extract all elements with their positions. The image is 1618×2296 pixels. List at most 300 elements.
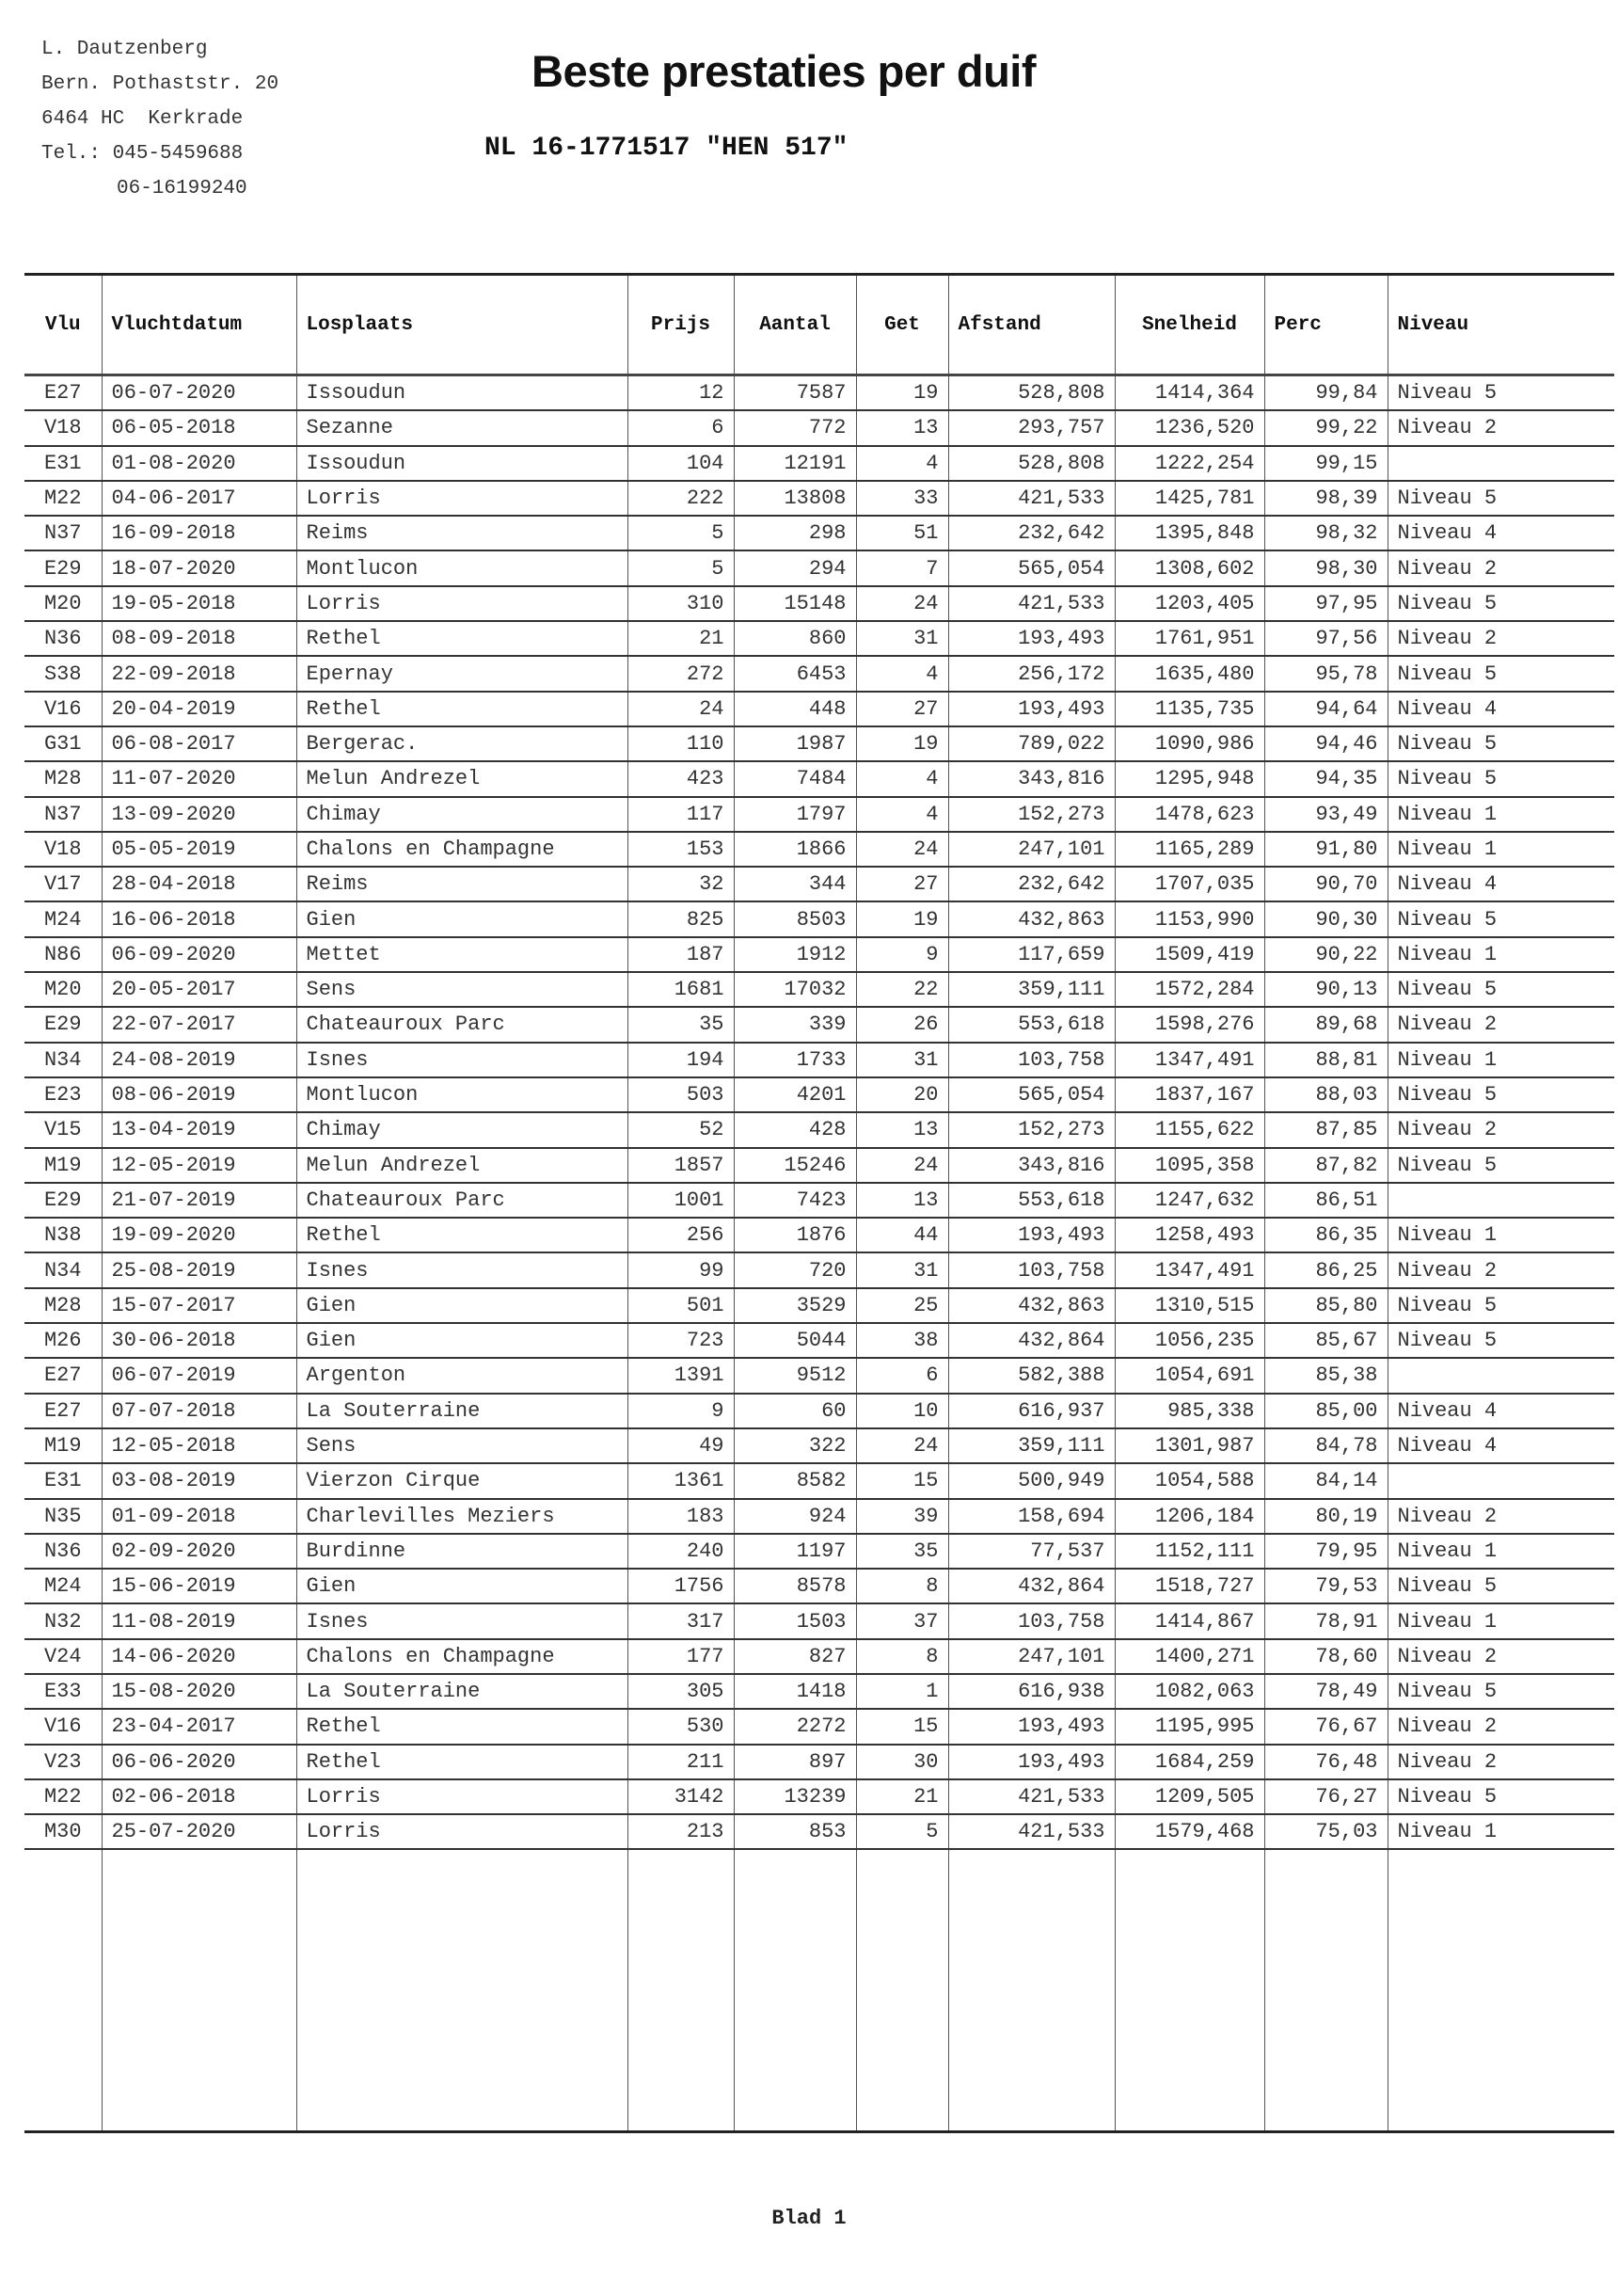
cell-prijs: 187 xyxy=(627,937,734,972)
cell-get: 19 xyxy=(856,901,948,936)
cell-get: 6 xyxy=(856,1358,948,1393)
cell-get: 27 xyxy=(856,692,948,726)
cell-niveau: Niveau 2 xyxy=(1388,410,1614,445)
cell-snelheid: 1761,951 xyxy=(1115,621,1264,656)
cell-perc: 94,46 xyxy=(1264,726,1388,761)
cell-niveau: Niveau 4 xyxy=(1388,1428,1614,1463)
cell-aantal: 1418 xyxy=(734,1674,856,1709)
cell-afstand: 193,493 xyxy=(948,1745,1115,1779)
cell-snelheid: 1518,727 xyxy=(1115,1569,1264,1603)
cell-prijs: 5 xyxy=(627,550,734,585)
cell-prijs: 1361 xyxy=(627,1463,734,1498)
cell-niveau: Niveau 1 xyxy=(1388,937,1614,972)
cell-niveau: Niveau 5 xyxy=(1388,1288,1614,1323)
cell-vlu: N36 xyxy=(24,1534,102,1569)
cell-niveau: Niveau 2 xyxy=(1388,621,1614,656)
cell-niveau: Niveau 5 xyxy=(1388,1569,1614,1603)
cell-vluchtdatum: 08-06-2019 xyxy=(102,1077,296,1112)
cell-prijs: 5 xyxy=(627,516,734,550)
cell-perc: 76,48 xyxy=(1264,1745,1388,1779)
cell-aantal: 860 xyxy=(734,621,856,656)
cell-niveau: Niveau 4 xyxy=(1388,867,1614,901)
cell-niveau: Niveau 4 xyxy=(1388,516,1614,550)
cell-prijs: 317 xyxy=(627,1603,734,1638)
cell-vlu: E23 xyxy=(24,1077,102,1112)
cell-snelheid: 1236,520 xyxy=(1115,410,1264,445)
cell-vlu: V24 xyxy=(24,1639,102,1674)
cell-prijs: 110 xyxy=(627,726,734,761)
cell-losplaats: Issoudun xyxy=(296,375,627,411)
cell-vluchtdatum: 15-06-2019 xyxy=(102,1569,296,1603)
cell-perc: 94,35 xyxy=(1264,761,1388,796)
cell-perc: 98,32 xyxy=(1264,516,1388,550)
cell-losplaats: Sens xyxy=(296,972,627,1007)
cell-niveau: Niveau 5 xyxy=(1388,1674,1614,1709)
cell-aantal: 1866 xyxy=(734,832,856,867)
cell-perc: 93,49 xyxy=(1264,797,1388,832)
cell-niveau: Niveau 5 xyxy=(1388,901,1614,936)
cell-prijs: 213 xyxy=(627,1814,734,1849)
cell-afstand: 421,533 xyxy=(948,1814,1115,1849)
table-row xyxy=(24,867,1614,901)
cell-aantal: 8578 xyxy=(734,1569,856,1603)
cell-aantal: 339 xyxy=(734,1007,856,1042)
cell-perc: 86,35 xyxy=(1264,1218,1388,1252)
cell-niveau: Niveau 4 xyxy=(1388,1394,1614,1428)
cell-prijs: 1756 xyxy=(627,1569,734,1603)
cell-snelheid: 1395,848 xyxy=(1115,516,1264,550)
table-row xyxy=(24,797,1614,832)
cell-prijs: 99 xyxy=(627,1252,734,1287)
cell-vlu: V16 xyxy=(24,692,102,726)
cell-afstand: 616,937 xyxy=(948,1394,1115,1428)
cell-prijs: 530 xyxy=(627,1709,734,1744)
cell-perc: 94,64 xyxy=(1264,692,1388,726)
cell-vluchtdatum: 04-06-2017 xyxy=(102,481,296,516)
cell-losplaats: Rethel xyxy=(296,692,627,726)
cell-afstand: 193,493 xyxy=(948,1709,1115,1744)
cell-snelheid: 1414,867 xyxy=(1115,1603,1264,1638)
cell-get: 26 xyxy=(856,1007,948,1042)
cell-snelheid: 1054,588 xyxy=(1115,1463,1264,1498)
cell-vluchtdatum: 02-09-2020 xyxy=(102,1534,296,1569)
table-row xyxy=(24,1814,1614,1849)
cell-aantal: 6453 xyxy=(734,656,856,691)
cell-snelheid: 1707,035 xyxy=(1115,867,1264,901)
table-row xyxy=(24,1569,1614,1603)
cell-prijs: 183 xyxy=(627,1499,734,1534)
table-row xyxy=(24,446,1614,481)
cell-losplaats: Isnes xyxy=(296,1252,627,1287)
col-header-perc: Perc xyxy=(1264,275,1388,375)
cell-snelheid: 985,338 xyxy=(1115,1394,1264,1428)
cell-perc: 87,82 xyxy=(1264,1148,1388,1183)
cell-perc: 86,25 xyxy=(1264,1252,1388,1287)
page-number: Blad 1 xyxy=(771,2207,847,2230)
cell-perc: 84,78 xyxy=(1264,1428,1388,1463)
empty-cell xyxy=(24,1849,102,2132)
cell-niveau xyxy=(1388,1358,1614,1393)
cell-prijs: 723 xyxy=(627,1323,734,1358)
cell-get: 15 xyxy=(856,1463,948,1498)
cell-vlu: V18 xyxy=(24,832,102,867)
cell-afstand: 256,172 xyxy=(948,656,1115,691)
cell-get: 24 xyxy=(856,586,948,621)
cell-niveau: Niveau 5 xyxy=(1388,1779,1614,1814)
cell-losplaats: Vierzon Cirque xyxy=(296,1463,627,1498)
cell-vluchtdatum: 19-09-2020 xyxy=(102,1218,296,1252)
cell-get: 8 xyxy=(856,1569,948,1603)
table-row xyxy=(24,621,1614,656)
cell-vlu: V23 xyxy=(24,1745,102,1779)
cell-aantal: 1733 xyxy=(734,1043,856,1077)
cell-afstand: 247,101 xyxy=(948,832,1115,867)
cell-perc: 79,95 xyxy=(1264,1534,1388,1569)
cell-aantal: 1197 xyxy=(734,1534,856,1569)
table-row xyxy=(24,1709,1614,1744)
cell-afstand: 432,864 xyxy=(948,1323,1115,1358)
cell-prijs: 240 xyxy=(627,1534,734,1569)
sender-name: L. Dautzenberg xyxy=(41,39,208,60)
cell-losplaats: Mettet xyxy=(296,937,627,972)
cell-afstand: 152,273 xyxy=(948,1112,1115,1147)
cell-get: 31 xyxy=(856,1252,948,1287)
cell-vluchtdatum: 22-07-2017 xyxy=(102,1007,296,1042)
cell-losplaats: Burdinne xyxy=(296,1534,627,1569)
cell-aantal: 1797 xyxy=(734,797,856,832)
cell-vlu: N86 xyxy=(24,937,102,972)
cell-vlu: N37 xyxy=(24,797,102,832)
cell-vlu: N35 xyxy=(24,1499,102,1534)
cell-losplaats: Rethel xyxy=(296,1709,627,1744)
cell-perc: 79,53 xyxy=(1264,1569,1388,1603)
table-row xyxy=(24,937,1614,972)
cell-vlu: N37 xyxy=(24,516,102,550)
cell-vluchtdatum: 01-08-2020 xyxy=(102,446,296,481)
cell-vlu: N34 xyxy=(24,1252,102,1287)
cell-vluchtdatum: 03-08-2019 xyxy=(102,1463,296,1498)
table-row xyxy=(24,1745,1614,1779)
table-row xyxy=(24,375,1614,411)
cell-perc: 78,60 xyxy=(1264,1639,1388,1674)
cell-vlu: E29 xyxy=(24,1183,102,1218)
cell-afstand: 193,493 xyxy=(948,692,1115,726)
cell-perc: 86,51 xyxy=(1264,1183,1388,1218)
cell-niveau: Niveau 1 xyxy=(1388,1218,1614,1252)
cell-aantal: 344 xyxy=(734,867,856,901)
cell-vluchtdatum: 20-05-2017 xyxy=(102,972,296,1007)
empty-cell xyxy=(1388,1849,1614,2132)
cell-get: 10 xyxy=(856,1394,948,1428)
cell-perc: 84,14 xyxy=(1264,1463,1388,1498)
cell-afstand: 553,618 xyxy=(948,1007,1115,1042)
cell-snelheid: 1195,995 xyxy=(1115,1709,1264,1744)
cell-aantal: 60 xyxy=(734,1394,856,1428)
cell-afstand: 103,758 xyxy=(948,1043,1115,1077)
cell-vluchtdatum: 06-06-2020 xyxy=(102,1745,296,1779)
cell-vlu: M24 xyxy=(24,901,102,936)
cell-prijs: 310 xyxy=(627,586,734,621)
cell-aantal: 7484 xyxy=(734,761,856,796)
cell-get: 13 xyxy=(856,410,948,445)
table-row xyxy=(24,761,1614,796)
cell-vluchtdatum: 11-08-2019 xyxy=(102,1603,296,1638)
cell-niveau: Niveau 1 xyxy=(1388,797,1614,832)
sender-address xyxy=(41,32,278,206)
cell-afstand: 528,808 xyxy=(948,446,1115,481)
cell-vlu: V15 xyxy=(24,1112,102,1147)
cell-afstand: 232,642 xyxy=(948,867,1115,901)
cell-perc: 88,81 xyxy=(1264,1043,1388,1077)
cell-perc: 98,30 xyxy=(1264,550,1388,585)
cell-snelheid: 1308,602 xyxy=(1115,550,1264,585)
cell-afstand: 553,618 xyxy=(948,1183,1115,1218)
cell-perc: 88,03 xyxy=(1264,1077,1388,1112)
cell-aantal: 12191 xyxy=(734,446,856,481)
cell-prijs: 211 xyxy=(627,1745,734,1779)
cell-aantal: 772 xyxy=(734,410,856,445)
cell-aantal: 8582 xyxy=(734,1463,856,1498)
cell-perc: 91,80 xyxy=(1264,832,1388,867)
cell-prijs: 52 xyxy=(627,1112,734,1147)
cell-losplaats: Gien xyxy=(296,1569,627,1603)
cell-losplaats: Isnes xyxy=(296,1043,627,1077)
cell-vluchtdatum: 24-08-2019 xyxy=(102,1043,296,1077)
cell-prijs: 256 xyxy=(627,1218,734,1252)
cell-vlu: N32 xyxy=(24,1603,102,1638)
cell-niveau: Niveau 1 xyxy=(1388,1534,1614,1569)
table-row xyxy=(24,692,1614,726)
table-row xyxy=(24,1428,1614,1463)
cell-niveau xyxy=(1388,446,1614,481)
cell-snelheid: 1209,505 xyxy=(1115,1779,1264,1814)
table-row xyxy=(24,410,1614,445)
cell-vluchtdatum: 12-05-2019 xyxy=(102,1148,296,1183)
cell-vlu: M19 xyxy=(24,1148,102,1183)
cell-get: 33 xyxy=(856,481,948,516)
cell-aantal: 1912 xyxy=(734,937,856,972)
cell-losplaats: Bergerac. xyxy=(296,726,627,761)
cell-get: 1 xyxy=(856,1674,948,1709)
cell-afstand: 193,493 xyxy=(948,1218,1115,1252)
cell-losplaats: Lorris xyxy=(296,586,627,621)
table-row xyxy=(24,1148,1614,1183)
cell-prijs: 153 xyxy=(627,832,734,867)
table-row xyxy=(24,1007,1614,1042)
cell-snelheid: 1222,254 xyxy=(1115,446,1264,481)
cell-snelheid: 1082,063 xyxy=(1115,1674,1264,1709)
cell-prijs: 825 xyxy=(627,901,734,936)
cell-snelheid: 1684,259 xyxy=(1115,1745,1264,1779)
cell-vluchtdatum: 12-05-2018 xyxy=(102,1428,296,1463)
results-table xyxy=(24,273,1614,2133)
cell-snelheid: 1206,184 xyxy=(1115,1499,1264,1534)
page-title: Beste prestaties per duif xyxy=(531,46,1037,96)
cell-losplaats: Montlucon xyxy=(296,1077,627,1112)
cell-losplaats: Chalons en Champagne xyxy=(296,832,627,867)
sender-mobile: 06-16199240 xyxy=(117,178,247,199)
cell-niveau: Niveau 5 xyxy=(1388,586,1614,621)
cell-vluchtdatum: 20-04-2019 xyxy=(102,692,296,726)
table-body xyxy=(24,375,1614,2132)
cell-vlu: N38 xyxy=(24,1218,102,1252)
empty-cell xyxy=(856,1849,948,2132)
cell-afstand: 152,273 xyxy=(948,797,1115,832)
col-header-vlu: Vlu xyxy=(24,275,102,375)
cell-snelheid: 1247,632 xyxy=(1115,1183,1264,1218)
table-row xyxy=(24,1603,1614,1638)
cell-get: 20 xyxy=(856,1077,948,1112)
cell-niveau: Niveau 5 xyxy=(1388,481,1614,516)
cell-vlu: E27 xyxy=(24,1394,102,1428)
cell-losplaats: Lorris xyxy=(296,481,627,516)
cell-niveau: Niveau 2 xyxy=(1388,1252,1614,1287)
cell-niveau xyxy=(1388,1463,1614,1498)
cell-aantal: 827 xyxy=(734,1639,856,1674)
cell-perc: 97,95 xyxy=(1264,586,1388,621)
cell-vluchtdatum: 01-09-2018 xyxy=(102,1499,296,1534)
pigeon-id: NL 16-1771517 "HEN 517" xyxy=(484,134,849,163)
cell-prijs: 272 xyxy=(627,656,734,691)
cell-afstand: 103,758 xyxy=(948,1252,1115,1287)
cell-afstand: 359,111 xyxy=(948,972,1115,1007)
cell-niveau: Niveau 2 xyxy=(1388,1639,1614,1674)
table-row xyxy=(24,1674,1614,1709)
empty-cell xyxy=(734,1849,856,2132)
cell-prijs: 503 xyxy=(627,1077,734,1112)
cell-afstand: 343,816 xyxy=(948,761,1115,796)
cell-afstand: 565,054 xyxy=(948,1077,1115,1112)
results-table-wrap xyxy=(24,273,1614,2133)
table-row xyxy=(24,1043,1614,1077)
cell-vlu: N36 xyxy=(24,621,102,656)
cell-get: 44 xyxy=(856,1218,948,1252)
cell-losplaats: Rethel xyxy=(296,1218,627,1252)
cell-perc: 78,91 xyxy=(1264,1603,1388,1638)
cell-perc: 76,67 xyxy=(1264,1709,1388,1744)
cell-vlu: E29 xyxy=(24,550,102,585)
empty-cell xyxy=(627,1849,734,2132)
table-row xyxy=(24,901,1614,936)
table-row xyxy=(24,1288,1614,1323)
col-header-get: Get xyxy=(856,275,948,375)
cell-get: 21 xyxy=(856,1779,948,1814)
cell-perc: 95,78 xyxy=(1264,656,1388,691)
cell-losplaats: Chimay xyxy=(296,1112,627,1147)
sender-city: 6464 HC Kerkrade xyxy=(41,108,244,130)
cell-get: 27 xyxy=(856,867,948,901)
sender-street: Bern. Pothaststr. 20 xyxy=(41,73,279,95)
cell-afstand: 421,533 xyxy=(948,586,1115,621)
cell-niveau: Niveau 1 xyxy=(1388,832,1614,867)
col-header-aantal: Aantal xyxy=(734,275,856,375)
cell-get: 35 xyxy=(856,1534,948,1569)
cell-vlu: E31 xyxy=(24,1463,102,1498)
cell-get: 31 xyxy=(856,1043,948,1077)
cell-afstand: 103,758 xyxy=(948,1603,1115,1638)
cell-losplaats: Melun Andrezel xyxy=(296,1148,627,1183)
col-header-niveau: Niveau xyxy=(1388,275,1614,375)
table-row xyxy=(24,1534,1614,1569)
cell-snelheid: 1301,987 xyxy=(1115,1428,1264,1463)
cell-snelheid: 1054,691 xyxy=(1115,1358,1264,1393)
cell-aantal: 15148 xyxy=(734,586,856,621)
cell-prijs: 305 xyxy=(627,1674,734,1709)
cell-niveau: Niveau 5 xyxy=(1388,726,1614,761)
cell-vluchtdatum: 14-06-2020 xyxy=(102,1639,296,1674)
cell-vlu: M26 xyxy=(24,1323,102,1358)
table-row xyxy=(24,1463,1614,1498)
cell-prijs: 24 xyxy=(627,692,734,726)
cell-snelheid: 1056,235 xyxy=(1115,1323,1264,1358)
cell-get: 4 xyxy=(856,761,948,796)
cell-perc: 75,03 xyxy=(1264,1814,1388,1849)
empty-cell xyxy=(948,1849,1115,2132)
cell-afstand: 293,757 xyxy=(948,410,1115,445)
cell-aantal: 2272 xyxy=(734,1709,856,1744)
cell-vlu: M30 xyxy=(24,1814,102,1849)
cell-perc: 80,19 xyxy=(1264,1499,1388,1534)
cell-vluchtdatum: 18-07-2020 xyxy=(102,550,296,585)
cell-get: 4 xyxy=(856,797,948,832)
cell-niveau: Niveau 2 xyxy=(1388,1112,1614,1147)
cell-vlu: E29 xyxy=(24,1007,102,1042)
cell-get: 15 xyxy=(856,1709,948,1744)
cell-prijs: 104 xyxy=(627,446,734,481)
cell-aantal: 5044 xyxy=(734,1323,856,1358)
cell-get: 24 xyxy=(856,1148,948,1183)
cell-niveau: Niveau 1 xyxy=(1388,1043,1614,1077)
cell-vlu: M22 xyxy=(24,1779,102,1814)
cell-snelheid: 1598,276 xyxy=(1115,1007,1264,1042)
cell-vluchtdatum: 15-07-2017 xyxy=(102,1288,296,1323)
cell-get: 5 xyxy=(856,1814,948,1849)
cell-losplaats: Sens xyxy=(296,1428,627,1463)
cell-niveau: Niveau 4 xyxy=(1388,692,1614,726)
cell-vlu: M28 xyxy=(24,761,102,796)
cell-prijs: 1391 xyxy=(627,1358,734,1393)
cell-vluchtdatum: 06-07-2020 xyxy=(102,375,296,411)
cell-vluchtdatum: 07-07-2018 xyxy=(102,1394,296,1428)
col-header-prijs: Prijs xyxy=(627,275,734,375)
cell-aantal: 322 xyxy=(734,1428,856,1463)
cell-aantal: 7423 xyxy=(734,1183,856,1218)
cell-get: 19 xyxy=(856,726,948,761)
cell-perc: 87,85 xyxy=(1264,1112,1388,1147)
cell-afstand: 500,949 xyxy=(948,1463,1115,1498)
cell-snelheid: 1837,167 xyxy=(1115,1077,1264,1112)
cell-vluchtdatum: 05-05-2019 xyxy=(102,832,296,867)
cell-get: 8 xyxy=(856,1639,948,1674)
cell-losplaats: Charlevilles Meziers xyxy=(296,1499,627,1534)
cell-vluchtdatum: 25-08-2019 xyxy=(102,1252,296,1287)
cell-afstand: 528,808 xyxy=(948,375,1115,411)
empty-cell xyxy=(1264,1849,1388,2132)
cell-perc: 78,49 xyxy=(1264,1674,1388,1709)
cell-perc: 85,67 xyxy=(1264,1323,1388,1358)
cell-get: 13 xyxy=(856,1112,948,1147)
cell-aantal: 7587 xyxy=(734,375,856,411)
cell-niveau: Niveau 5 xyxy=(1388,656,1614,691)
table-row xyxy=(24,972,1614,1007)
cell-aantal: 298 xyxy=(734,516,856,550)
cell-vlu: M20 xyxy=(24,586,102,621)
table-row xyxy=(24,1499,1614,1534)
cell-vluchtdatum: 08-09-2018 xyxy=(102,621,296,656)
cell-snelheid: 1478,623 xyxy=(1115,797,1264,832)
cell-vlu: M20 xyxy=(24,972,102,1007)
cell-perc: 90,70 xyxy=(1264,867,1388,901)
